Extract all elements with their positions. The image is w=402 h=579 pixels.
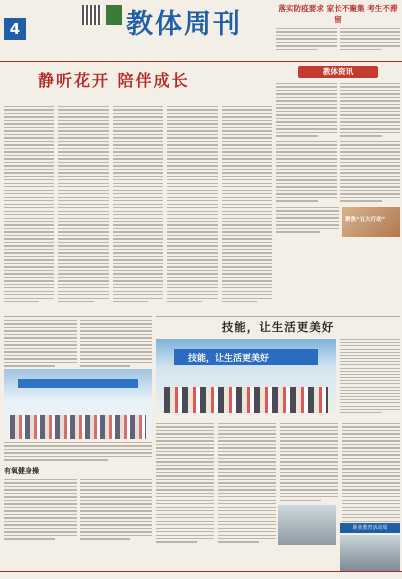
text-column	[4, 479, 77, 540]
top-right-teaser[interactable]	[276, 2, 400, 50]
promo-label: 聚焦“五大行动”	[345, 217, 386, 223]
text-column	[4, 320, 77, 367]
promo-text	[276, 207, 339, 237]
photo-crowd	[164, 387, 328, 413]
masthead	[0, 0, 402, 62]
photo-caption	[4, 442, 152, 462]
column-body	[4, 479, 152, 539]
lead-headline[interactable]: 静听花开 陪伴成长	[38, 71, 190, 90]
text-column	[167, 106, 217, 310]
section-title: 教体周刊	[126, 9, 242, 40]
feature-photo[interactable]	[156, 339, 336, 413]
news-section-banner: 教体资讯	[298, 66, 378, 78]
news-item-body	[276, 141, 400, 203]
lower-left-story[interactable]	[4, 316, 152, 578]
promo-image[interactable]	[342, 207, 400, 237]
photo-banner-text: 技能，让生活更美好	[188, 354, 270, 364]
feature-sidebar	[340, 339, 400, 413]
app-logo-icon	[106, 5, 122, 25]
promo-box[interactable]	[276, 207, 400, 237]
text-column	[276, 141, 337, 203]
feature-photo-secondary[interactable]	[278, 505, 336, 545]
lead-story[interactable]	[4, 66, 272, 312]
text-column	[113, 106, 163, 310]
skills-feature[interactable]	[156, 316, 400, 578]
text-column	[276, 83, 337, 137]
text-column	[58, 106, 108, 310]
feature-photo-tertiary[interactable]	[340, 535, 400, 571]
text-column	[80, 479, 153, 540]
qr-code-icon	[82, 5, 102, 25]
text-column	[276, 28, 337, 50]
text-column	[80, 320, 153, 367]
text-column	[340, 28, 401, 50]
text-column	[218, 423, 276, 543]
lead-body	[4, 106, 272, 310]
feature-side-label: 职业教育活动周	[340, 523, 400, 533]
page-footer	[0, 571, 402, 579]
text-column	[340, 83, 401, 137]
text-column	[340, 141, 401, 203]
photo-people	[10, 415, 146, 439]
teaser-headline[interactable]: 落实防疫要求 家长不聚集 考生不滞留	[278, 4, 398, 24]
feature-headline[interactable]: 技能，让生活更美好	[221, 320, 335, 334]
photo-banner	[174, 349, 318, 365]
text-column	[156, 423, 214, 543]
story-photo[interactable]	[4, 369, 152, 439]
news-column	[276, 66, 400, 312]
news-item-body	[276, 83, 400, 137]
text-column	[4, 106, 54, 310]
column-headline[interactable]: 有氧健身操	[4, 467, 39, 475]
photo-banner	[18, 379, 138, 388]
text-column	[222, 106, 272, 310]
masthead-logo	[4, 3, 70, 47]
teaser-body	[276, 28, 400, 50]
story-body	[4, 320, 152, 366]
page-number: 4	[4, 18, 26, 40]
